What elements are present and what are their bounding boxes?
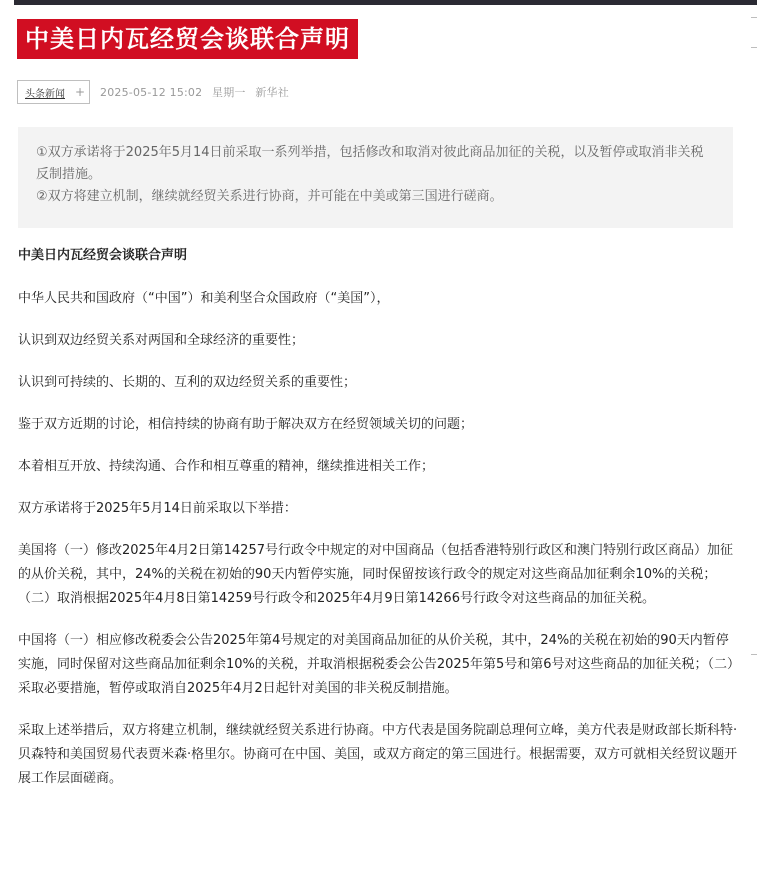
body-paragraph: 美国将（一）修改2025年4月2日第14257号行政令中规定的对中国商品（包括香港特别行政区和澳门特别行政区商品）加征的从价关税，其中，24%的关税在初始的90天内暂停实施，同时保留按该行政令的规定对这些商品加征剩余10%的关税；（二）取消根据2025年4月8日第14259号行政令和2025年4月9日第14266号行政令对这些商品的加征关税。 xyxy=(18,543,733,606)
body-paragraph: 采取上述举措后，双方将建立机制，继续就经贸关系进行协商。中方代表是国务院副总理何立峰，美方代表是财政部长斯科特·贝森特和美国贸易代表贾米森·格里尔。协商可在中国、美国，或双方商定的第三国进行。根据需要，双方可就相关经贸议题开展工作层面磋商。 xyxy=(18,723,738,786)
article-title: 中美日内瓦经贸会谈联合声明 xyxy=(25,25,350,53)
right-edge-divider xyxy=(751,47,757,48)
publish-info xyxy=(100,84,289,100)
right-edge-divider xyxy=(751,654,757,655)
summary-point: ②双方将建立机制，继续就经贸关系进行协商，并可能在中美或第三国进行磋商。 xyxy=(36,189,503,204)
top-bar xyxy=(14,0,757,5)
body-paragraph: 本着相互开放、持续沟通、合作和相互尊重的精神，继续推进相关工作； xyxy=(18,459,435,474)
title-banner xyxy=(17,19,358,59)
article-meta xyxy=(17,80,289,104)
body-paragraph: 认识到双边经贸关系对两国和全球经济的重要性； xyxy=(18,333,305,348)
body-paragraph: 中华人民共和国政府（“中国”）和美利坚合众国政府（“美国”）， xyxy=(18,291,390,306)
article-source: 新华社 xyxy=(255,86,289,99)
body-paragraph: 双方承诺将于2025年5月14日前采取以下举措： xyxy=(18,501,297,516)
body-paragraph: 认识到可持续的、长期的、互利的双边经贸关系的重要性； xyxy=(18,375,357,390)
summary-box xyxy=(18,127,733,228)
article-body xyxy=(18,244,738,809)
summary-point: ①双方承诺将于2025年5月14日前采取一系列举措，包括修改和取消对彼此商品加征的关税，以及暂停或取消非关税反制措施。 xyxy=(36,145,704,182)
section-heading: 中美日内瓦经贸会谈联合声明 xyxy=(18,248,188,263)
body-paragraph: 鉴于双方近期的讨论，相信持续的协商有助于解决双方在经贸领域关切的问题； xyxy=(18,417,474,432)
news-tag-label[interactable]: 头条新闻 xyxy=(25,88,65,100)
publish-datetime: 2025-05-12 15:02 xyxy=(100,86,203,99)
news-tag[interactable] xyxy=(17,80,90,104)
publish-weekday: 星期一 xyxy=(212,86,246,99)
body-paragraph: 中国将（一）相应修改税委会公告2025年第4号规定的对美国商品加征的从价关税，其中，24%的关税在初始的90天内暂停实施，同时保留对这些商品加征剩余10%的关税，并取消根据税委会公告2025年第5号和第6号对这些商品的加征关税；（二）采取必要措施，暂停或取消自2025年4月2日起针对美国的非关税反制措施。 xyxy=(18,633,734,696)
plus-icon[interactable]: + xyxy=(74,85,86,99)
right-edge-divider xyxy=(751,17,757,18)
